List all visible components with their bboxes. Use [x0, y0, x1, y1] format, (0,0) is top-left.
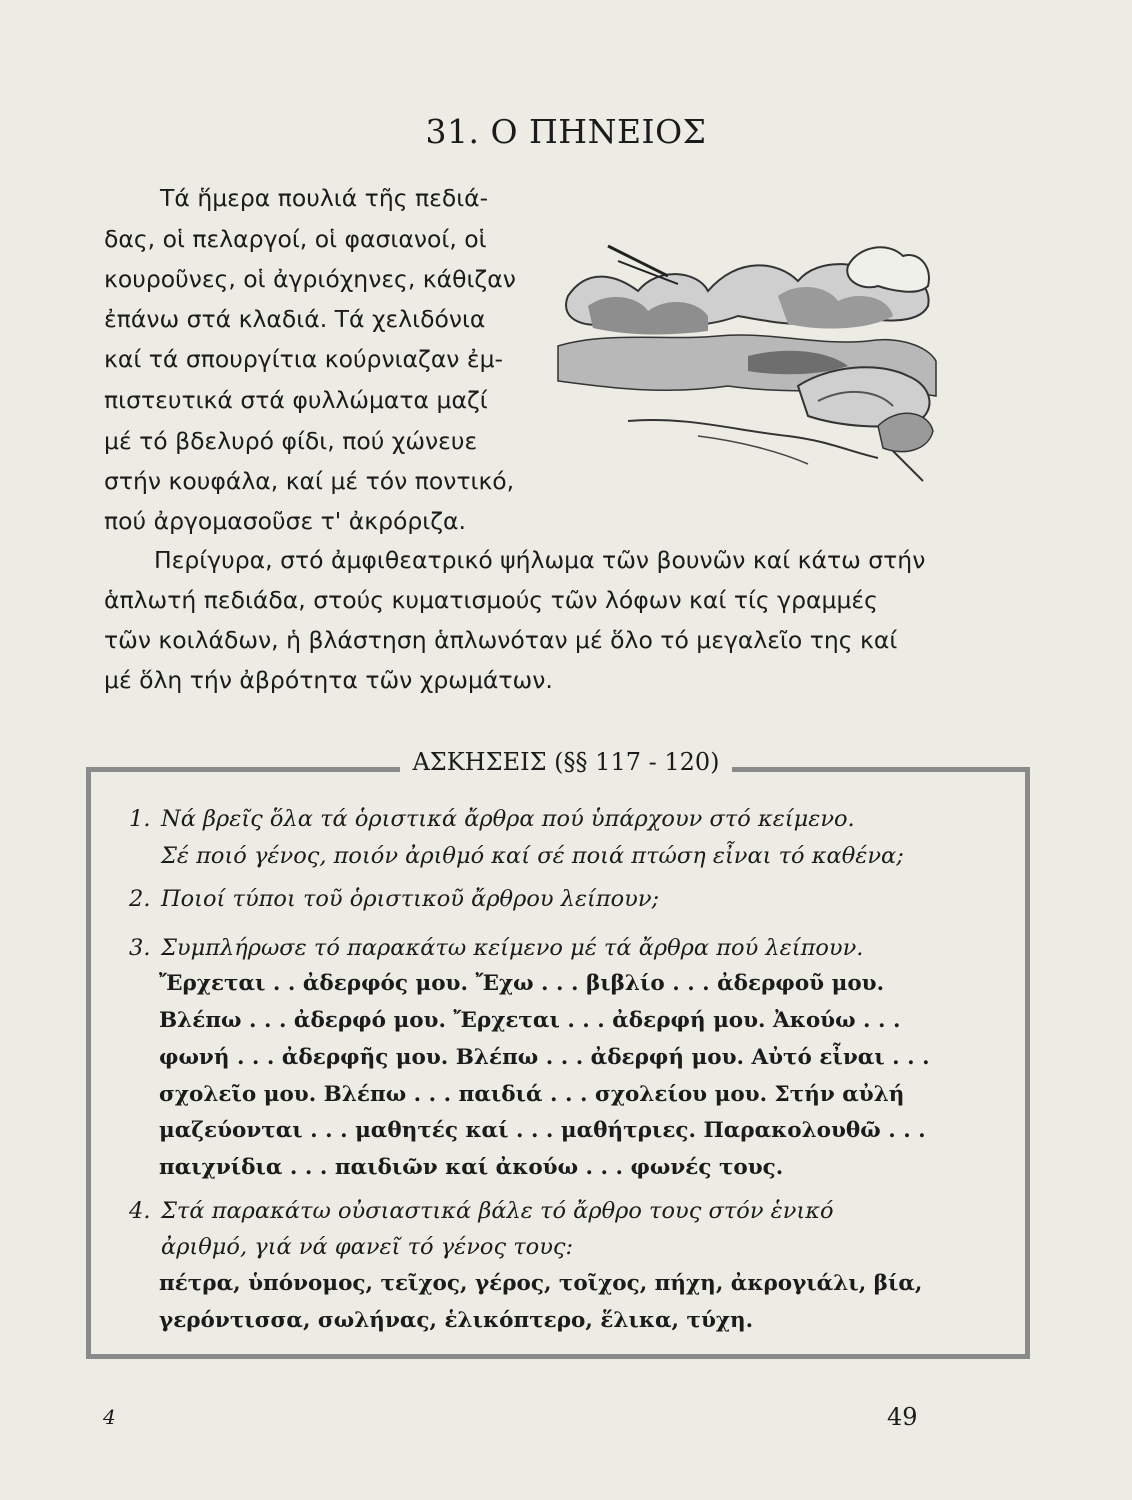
signature-mark: 4 — [103, 1405, 116, 1429]
fill-in-line: σχολεῖο μου. Βλέπω . . . παιδιά . . . σχολείου μου. Στήν αὐλή — [159, 1082, 905, 1107]
page-number: 49 — [887, 1403, 918, 1431]
noun-list-line: πέτρα, ὑπόνομος, τεῖχος, γέρος, τοῖχος, πήχη, ἀκρογιάλι, βία, — [159, 1271, 923, 1296]
passage-line: πού ἀργομασοῦσε τ' ἀκρόριζα. — [104, 507, 466, 535]
passage-line: ἐπάνω στά κλαδιά. Τά χελιδόνια — [104, 305, 486, 333]
passage-line: Περίγυρα, στό ἀμφιθεατρικό ψήλωμα τῶν βουνῶν καί κάτω στήν — [154, 546, 926, 574]
passage-line: τῶν κοιλάδων, ἡ βλάστηση ἁπλωνόταν μέ ὅλο τό μεγαλεῖο της καί — [104, 626, 898, 654]
landscape-illustration — [548, 236, 938, 488]
passage-line: μέ ὅλη τήν ἀβρότητα τῶν χρωμάτων. — [104, 666, 553, 694]
passage-line: στήν κουφάλα, καί μέ τόν ποντικό, — [104, 467, 515, 495]
passage-line: μέ τό βδελυρό φίδι, πού χώνευε — [104, 427, 478, 455]
exercise-text: ἀριθμό, γιά νά φανεῖ τό γένος τους: — [161, 1234, 574, 1260]
exercise-text: Στά παρακάτω οὐσιαστικά βάλε τό ἄρθρο τους στόν ἑνικό — [161, 1198, 834, 1224]
passage-line: ἁπλωτή πεδιάδα, στούς κυματισμούς τῶν λόφων καί τίς γραμμές — [104, 586, 878, 614]
exercise-number: 4. — [129, 1198, 151, 1224]
fill-in-line: Βλέπω . . . ἀδερφό μου. Ἔρχεται . . . ἀδερφή μου. Ἀκούω . . . — [159, 1008, 901, 1033]
exercises-heading — [0, 748, 1132, 776]
exercise-text: Ποιοί τύποι τοῦ ὁριστικοῦ ἄρθρου λείπουν; — [161, 886, 660, 912]
fill-in-line: Ἔρχεται . . ἀδερφός μου. Ἔχω . . . βιβλίο . . . ἀδερφοῦ μου. — [159, 971, 885, 996]
noun-list-line: γερόντισσα, σωλήνας, ἑλικόπτερο, ἕλικα, τύχη. — [159, 1308, 754, 1333]
passage-line: πιστευτικά στά φυλλώματα μαζί — [104, 386, 488, 414]
exercise-number: 2. — [129, 886, 151, 912]
exercise-number: 3. — [129, 935, 151, 961]
passage-line: κουροῦνες, οἱ ἀγριόχηνες, κάθιζαν — [104, 265, 516, 293]
fill-in-line: μαζεύονται . . . μαθητές καί . . . μαθήτριες. Παρακολουθῶ . . . — [159, 1118, 926, 1143]
passage-line: Τά ἥμερα πουλιά τῆς πεδιά- — [160, 184, 489, 212]
passage-line: δας, οἱ πελαργοί, οἱ φασιανοί, οἱ — [104, 225, 487, 253]
passage-line: καί τά σπουργίτια κούρνιαζαν ἐμ- — [104, 345, 504, 373]
exercise-text: Σέ ποιό γένος, ποιόν ἀριθμό καί σέ ποιά πτώση εἶναι τό καθένα; — [161, 843, 904, 869]
exercise-text: Νά βρεῖς ὅλα τά ὁριστικά ἄρθρα πού ὑπάρχουν στό κείμενο. — [161, 806, 855, 832]
fill-in-line: παιχνίδια . . . παιδιῶν καί ἀκούω . . . φωνές τους. — [159, 1155, 784, 1180]
exercise-number: 1. — [129, 806, 151, 832]
fill-in-line: φωνή . . . ἀδερφῆς μου. Βλέπω . . . ἀδερφή μου. Αὐτό εἶναι . . . — [159, 1045, 930, 1070]
chapter-title: 31. Ο ΠΗΝΕΙΟΣ — [425, 112, 707, 151]
exercises-heading-text: ΑΣΚΗΣΕΙΣ (§§ 117 - 120) — [400, 748, 731, 776]
exercise-text: Συμπλήρωσε τό παρακάτω κείμενο μέ τά ἄρθρα πού λείπουν. — [161, 935, 864, 961]
